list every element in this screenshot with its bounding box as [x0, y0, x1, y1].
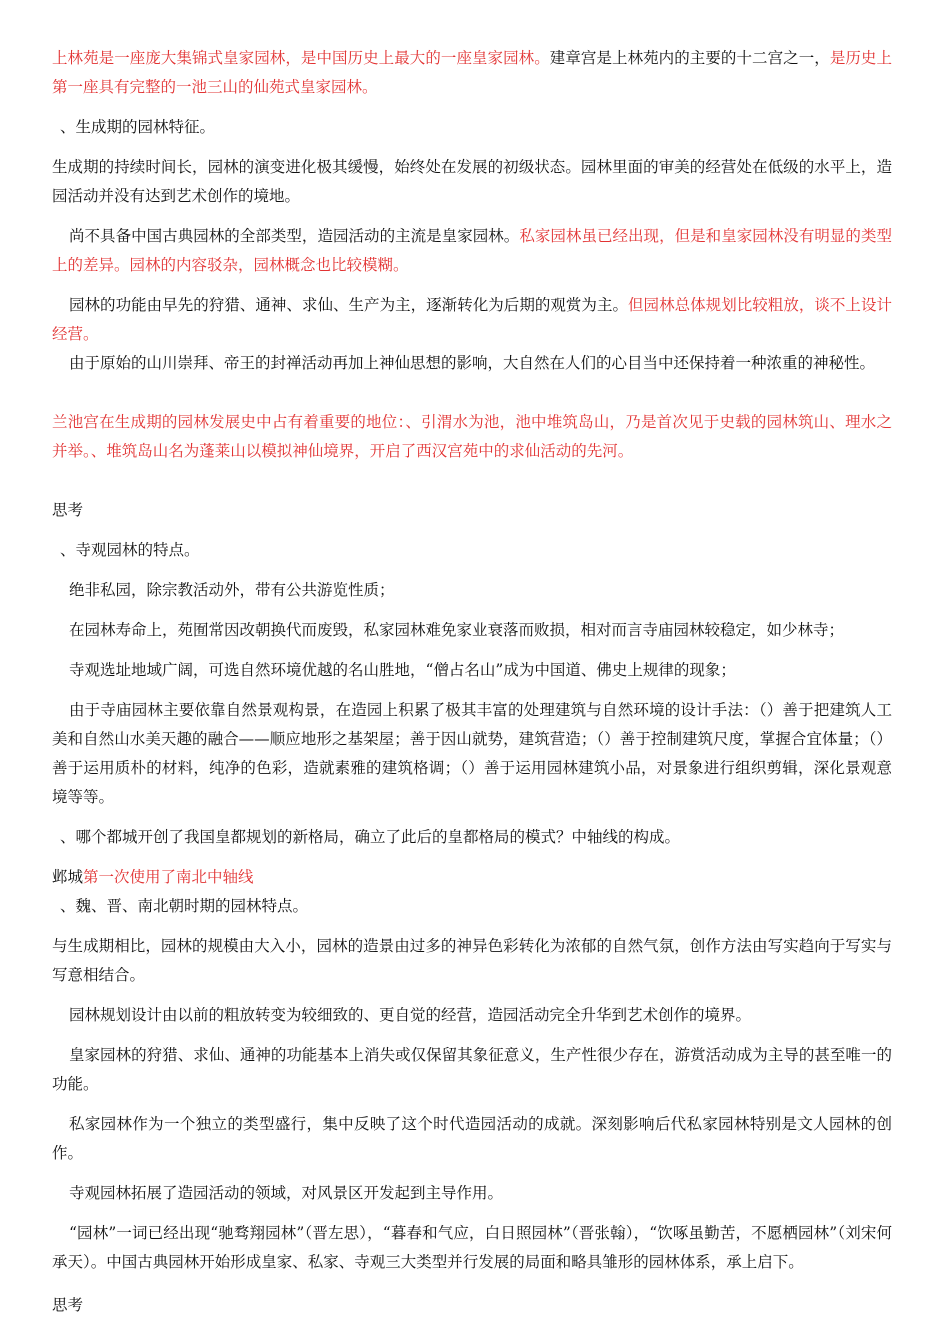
section-label-thinking: 思考	[52, 501, 84, 519]
paragraph-temple-gardens: 寺观园林拓展了造园活动的领域，对风景区开发起到主导作用。	[69, 1184, 504, 1202]
paragraph-site-selection: 寺观选址地域广阔，可选自然环境优越的名山胜地，“僧占名山”成为中国道、佛史上规律的现象；	[69, 661, 736, 679]
paragraph-garden-functions	[52, 291, 892, 349]
highlighted-text: 上林苑是一座庞大集锦式皇家园林，是中国历史上最大的一座皇家园林。	[52, 49, 550, 67]
paragraph-imperial-gardens: 皇家园林的狩猎、求仙、通神的功能基本上消失或仅保留其象征意义，生产性很少存在，游赏活动成为主导的甚至唯一的功能。	[52, 1046, 892, 1093]
body-text: 建章宫是上林苑内的主要的十二宫之一，	[549, 49, 830, 67]
section-heading-capital-layout: 、哪个都城开创了我国皇都规划的新格局，确立了此后的皇都格局的模式？中轴线的构成。	[60, 828, 681, 846]
paragraph-yecheng	[52, 863, 892, 892]
paragraph-nature-mystery: 由于原始的山川崇拜、帝王的封禅活动再加上神仙思想的影响，大自然在人们的心目当中还保持着一种浓重的神秘性。	[69, 354, 876, 372]
highlighted-text: 私家园林虽已经出现，但是和皇家园林没有明显的类型上的差异。园林的内容驳杂，园林概念也比较模糊。	[52, 227, 892, 274]
section-label-thinking-2: 思考	[52, 1296, 84, 1314]
section-heading-wei-jin-period: 、魏、晋、南北朝时期的园林特点。	[60, 897, 309, 915]
paragraph-scale-change: 与生成期相比，园林的规模由大入小，园林的造景由过多的神异色彩转化为浓郁的自然气氛，创作方法由写实趋向于写实与写意相结合。	[52, 937, 892, 984]
highlighted-text: 但园林总体规划比较粗放，谈不上设计经营。	[52, 296, 892, 343]
paragraph-yuanlin-term: “园林”一词已经出现“驰骛翔园林”（晋左思），“暮春和气应，白日照园林”（晋张翰），“饮啄虽勤苦，不愿栖园林”（刘宋何承天）。中国古典园林开始形成皇家、私家、寺观三大类型并行发展的局面和略具雏形的园林体系，承上启下。	[52, 1224, 892, 1271]
paragraph-formation-duration: 生成期的持续时间长，园林的演变进化极其缓慢，始终处在发展的初级状态。园林里面的审美的经营处在低级的水平上，造园活动并没有达到艺术创作的境地。	[52, 158, 892, 205]
body-text: 园林的功能由早先的狩猎、通神、求仙、生产为主，逐渐转化为后期的观赏为主。	[69, 296, 629, 314]
paragraph-design-techniques: 由于寺庙园林主要依靠自然景观构景，在造园上积累了极其丰富的处理建筑与自然环境的设计手法：（）善于把建筑人工美和自然山水美天趣的融合——顺应地形之基架屋；善于因山就势，建筑营造；（）善于控制建筑尺度，掌握合宜体量；（）善于运用质朴的材料，纯净的色彩，造就素雅的建筑格调；（）善于运用园林建筑小品，对景象进行组织剪辑，深化景观意境等等。	[52, 701, 892, 806]
section-heading-temple-gardens: 、寺观园林的特点。	[60, 541, 200, 559]
highlighted-text: 第一次使用了南北中轴线	[83, 868, 254, 886]
paragraph-shanglinyuan	[52, 44, 892, 102]
paragraph-lanchi-palace: 兰池宫在生成期的园林发展史中占有着重要的地位：、引渭水为池，池中堆筑岛山，乃是首次见于史载的园林筑山、理水之并举。、堆筑岛山名为蓬莱山以模拟神仙境界，开启了西汉宫苑中的求仙活动的先河。	[52, 413, 892, 460]
paragraph-private-gardens: 私家园林作为一个独立的类型盛行，集中反映了这个时代造园活动的成就。深刻影响后代私家园林特别是文人园林的创作。	[52, 1115, 892, 1162]
paragraph-garden-types	[52, 222, 892, 280]
body-text: 邺城	[52, 868, 84, 886]
paragraph-garden-longevity: 在园林寿命上，苑囿常因改朝换代而废毁，私家园林难免家业衰落而败损，相对而言寺庙园林较稳定，如少林寺；	[69, 621, 845, 639]
paragraph-planning-design: 园林规划设计由以前的粗放转变为较细致的、更自觉的经营，造园活动完全升华到艺术创作的境界。	[69, 1006, 752, 1024]
paragraph-public-nature: 绝非私园，除宗教活动外，带有公共游览性质；	[69, 581, 395, 599]
body-text: 尚不具备中国古典园林的全部类型，造园活动的主流是皇家园林。	[69, 227, 520, 245]
section-heading-formation-period: 、生成期的园林特征。	[60, 118, 216, 136]
document-page	[52, 44, 892, 1331]
highlighted-text: 是历史上第一座具有完整的一池三山的仙苑式皇家园林。	[52, 49, 892, 96]
